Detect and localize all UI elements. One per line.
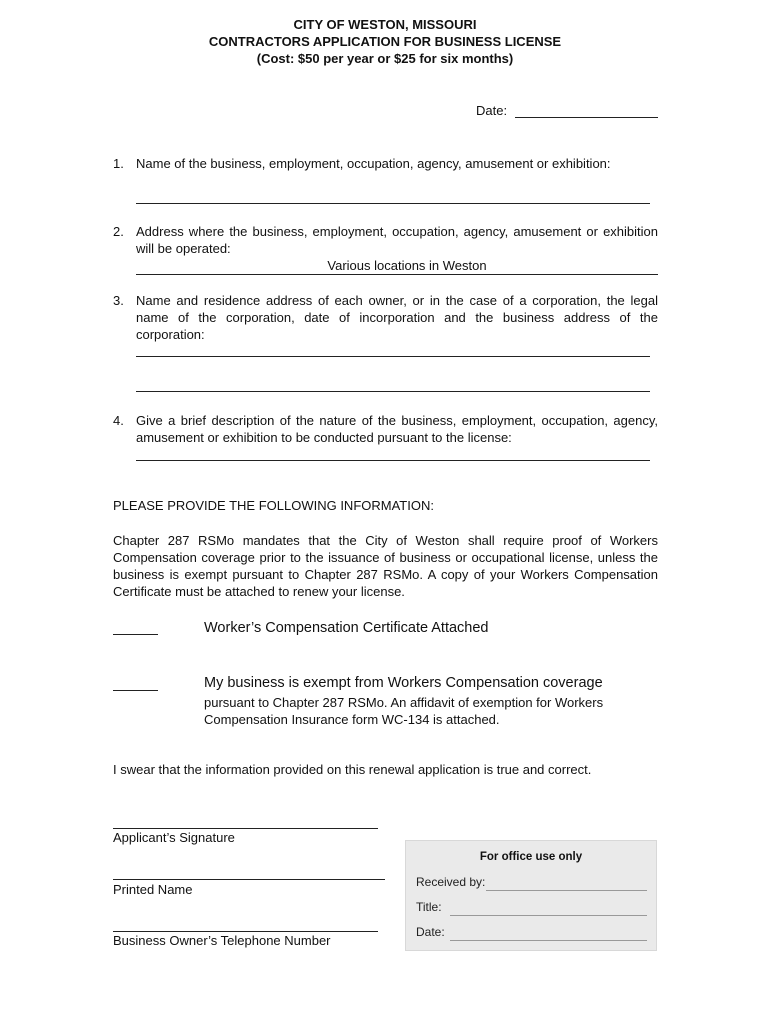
section-title: PLEASE PROVIDE THE FOLLOWING INFORMATION:	[113, 498, 434, 513]
option-1-checkline[interactable]	[113, 634, 158, 635]
answer-line-1[interactable]	[136, 203, 650, 204]
telephone-line[interactable]	[113, 931, 378, 932]
question-text: Address where the business, employment, occupation, agency, amusement or exhibition will be operated:	[136, 224, 658, 256]
received-by-label: Received by:	[416, 875, 486, 889]
answer-line-3a[interactable]	[136, 356, 650, 357]
received-by-field[interactable]	[486, 890, 647, 891]
option-2-checkline[interactable]	[113, 690, 158, 691]
applicant-signature-line[interactable]	[113, 828, 378, 829]
option-2-detail-line2: Compensation Insurance form WC-134 is attached.	[204, 712, 500, 727]
question-2	[113, 223, 658, 257]
question-number: 2.	[113, 224, 124, 239]
option-2-label: My business is exempt from Workers Compensation coverage	[204, 675, 603, 691]
swear-statement: I swear that the information provided on this renewal application is true and correct.	[113, 762, 592, 777]
question-number: 1.	[113, 156, 124, 171]
question-number: 4.	[113, 413, 124, 428]
answer-line-3b[interactable]	[136, 391, 650, 392]
workers-comp-paragraph: Chapter 287 RSMo mandates that the City of Weston shall require proof of Workers Compensation coverage prior to the issuance of business or occupational license, unless the business is exempt pursuant to Chapter 287 RSMo. A copy of your Workers Compensation Certificate must be attached to renew your license.	[113, 533, 658, 599]
answer-line-2[interactable]	[136, 258, 658, 275]
header-cost: (Cost: $50 per year or $25 for six months)	[256, 51, 514, 66]
option-2-detail-line1: pursuant to Chapter 287 RSMo. An affidavit of exemption for Workers	[204, 695, 604, 710]
question-text: Give a brief description of the nature of the business, employment, occupation, agency, amusement or exhibition to be conducted pursuant to the license:	[136, 413, 658, 445]
question-text: Name and residence address of each owner, or in the case of a corporation, the legal name of the corporation, date of incorporation and the business address of the corporation:	[136, 293, 658, 342]
question-1	[113, 155, 658, 172]
question-number: 3.	[113, 293, 124, 308]
office-date-label: Date:	[416, 925, 445, 939]
telephone-label: Business Owner’s Telephone Number	[113, 933, 331, 948]
question-3	[113, 292, 658, 343]
question-text: Name of the business, employment, occupation, agency, amusement or exhibition:	[136, 156, 611, 171]
printed-name-line[interactable]	[113, 879, 385, 880]
option-2-detail	[204, 694, 603, 728]
address-answer: Various locations in Weston	[327, 258, 487, 273]
form-header	[0, 16, 770, 67]
option-1-label: Worker’s Compensation Certificate Attached	[204, 620, 489, 636]
answer-line-4[interactable]	[136, 460, 650, 461]
date-row	[476, 103, 658, 118]
date-field[interactable]	[515, 117, 658, 118]
applicant-signature-label: Applicant’s Signature	[113, 830, 235, 845]
header-city: CITY OF WESTON, MISSOURI	[293, 17, 477, 32]
office-title-field[interactable]	[450, 915, 647, 916]
office-date-field[interactable]	[450, 940, 647, 941]
office-title-label: Title:	[416, 900, 442, 914]
printed-name-label: Printed Name	[113, 882, 193, 897]
office-use-title: For office use only	[479, 851, 583, 863]
office-use-box	[405, 840, 657, 951]
date-label: Date:	[476, 103, 508, 118]
header-title: CONTRACTORS APPLICATION FOR BUSINESS LICENSE	[208, 34, 562, 49]
question-4	[113, 412, 658, 446]
